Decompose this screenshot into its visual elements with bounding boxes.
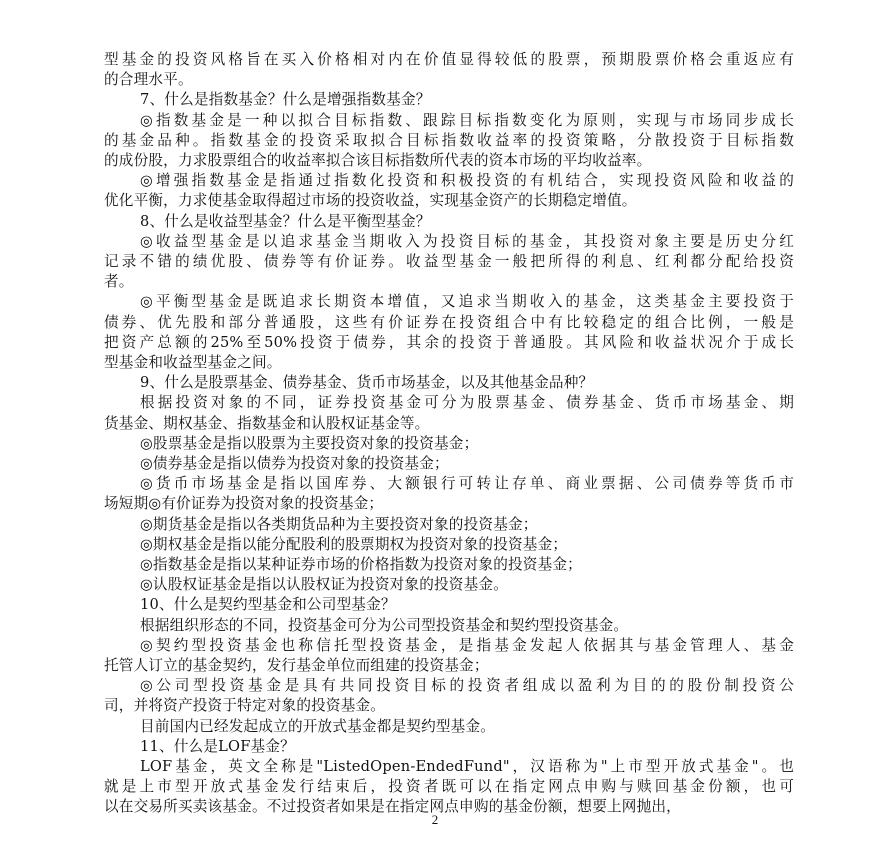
text-line: 的成份股，力求股票组合的收益率拟合该目标指数所代表的资本市场的平均收益率。 <box>104 152 652 169</box>
text-line: ◎债券基金是指以债券为投资对象的投资基金； <box>140 455 449 472</box>
text-line: 目前国内已经发起成立的开放式基金都是契约型基金。 <box>140 717 496 735</box>
text-line: 托管人订立的基金契约，发行基金单位而组建的投资基金； <box>104 657 489 674</box>
text-line: 根据投资对象的不同，证券投资基金可分为股票基金、债券基金、货币市场基金、期 <box>140 394 794 412</box>
text-line: ◎股票基金是指以股票为主要投资对象的投资基金； <box>140 434 479 452</box>
text-line: 者。 <box>104 273 134 291</box>
text-line: ◎契约型投资基金也称信托型投资基金，是指基金发起人依据其与基金管理人、基金 <box>140 636 794 654</box>
text-line: LOF基金，英文全称是"ListedOpen-EndedFund"，汉语称为"上市型开放式基金"。也 <box>140 758 794 775</box>
text-line: 型基金的投资风格旨在买入价格相对内在价值显得较低的股票，预期股票价格会重返应有 <box>104 51 794 68</box>
text-line: 以在交易所买卖该基金。不过投资者如果是在指定网点申购的基金份额，想要上网抛出， <box>104 798 681 816</box>
text-line: ◎期权基金是指以能分配股利的股票期权为投资对象的投资基金； <box>140 535 568 553</box>
text-line: ◎指数基金是指以某种证券市场的价格指数为投资对象的投资基金； <box>140 556 582 573</box>
text-line: 把资产总额的25%至50%投资于债券，其余的投资于普通股。其风险和收益状况介于成长 <box>104 333 794 351</box>
text-line: 型基金和收益型基金之间。 <box>104 354 282 371</box>
text-line: ◎期货基金是指以各类期货品种为主要投资对象的投资基金； <box>140 515 538 533</box>
section-heading: 10、什么是契约型基金和公司型基金？ <box>140 596 396 614</box>
text-line: 债券、优先股和部分普通股，这些有价证券在投资组合中有比较稳定的组合比例，一般是 <box>104 313 794 331</box>
text-line: 就是上市型开放式基金发行结束后，投资者既可以在指定网点申购与赎回基金份额，也可 <box>104 778 794 796</box>
section-heading: 9、什么是股票基金、债券基金、货币市场基金，以及其他基金品种？ <box>140 374 594 392</box>
text-line: ◎公司型投资基金是具有共同投资目标的投资者组成以盈利为目的的股份制投资公 <box>140 677 794 695</box>
text-line: ◎收益型基金是以追求基金当期收入为投资目标的基金，其投资对象主要是历史分红 <box>140 232 794 250</box>
section-heading: 11、什么是LOF基金？ <box>140 737 295 755</box>
text-line: 场短期◎有价证券为投资对象的投资基金； <box>104 495 384 513</box>
text-line: 的基金品种。指数基金的投资采取拟合目标指数收益率的投资策略，分散投资于目标指数 <box>104 131 794 149</box>
text-line: ◎认股权证基金是指以认股权证为投资对象的投资基金。 <box>140 576 508 594</box>
text-line: ◎增强指数基金是指通过指数化投资和积极投资的有机结合，实现投资风险和收益的 <box>140 172 794 190</box>
section-heading: 8、什么是收益型基金？什么是平衡型基金？ <box>140 212 431 230</box>
page-number: 2 <box>431 812 439 827</box>
text-line: 优化平衡，力求使基金取得超过市场的投资收益，实现基金资产的长期稳定增值。 <box>104 192 637 210</box>
text-line: ◎平衡型基金是既追求长期资本增值，又追求当期收入的基金，这类基金主要投资于 <box>140 293 794 311</box>
text-line: 货基金、期权基金、指数基金和认股权证基金等。 <box>104 414 430 432</box>
text-line: 记录不错的绩优股、债券等有价证券。收益型基金一般把所得的利息、红利都分配给投资 <box>104 253 794 270</box>
text-line: ◎货币市场基金是指以国库券、大额银行可转让存单、商业票据、公司债券等货币市 <box>140 475 794 493</box>
text-line: 司，并将资产投资于特定对象的投资基金。 <box>104 697 386 715</box>
text-line: ◎指数基金是一种以拟合目标指数、跟踪目标指数变化为原则，实现与市场同步成长 <box>140 111 794 129</box>
text-line: 根据组织形态的不同，投资基金可分为公司型投资基金和契约型投资基金。 <box>140 616 629 634</box>
text-line: 的合理水平。 <box>104 71 193 89</box>
section-heading: 7、什么是指数基金？什么是增强指数基金？ <box>140 91 431 109</box>
